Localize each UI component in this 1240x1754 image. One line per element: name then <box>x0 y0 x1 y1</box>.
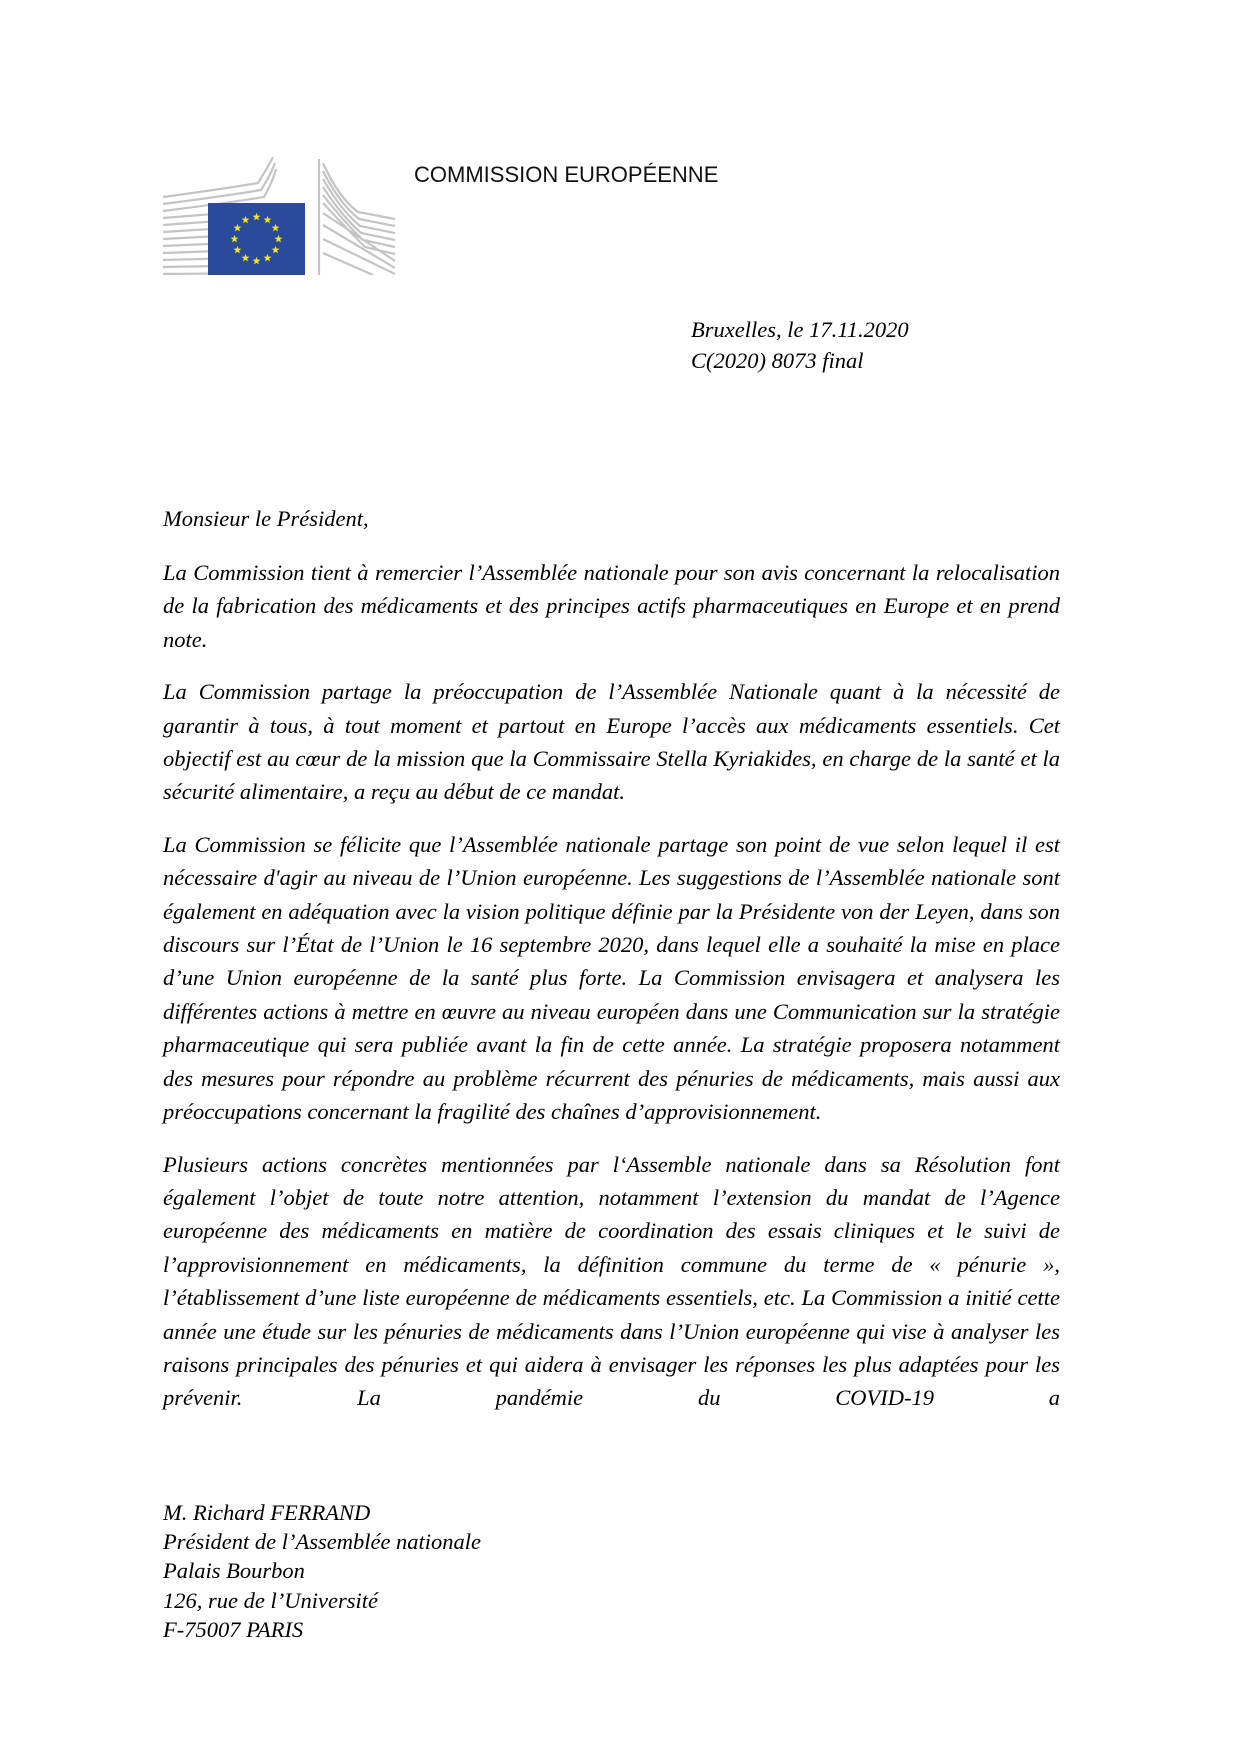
recipient-name: M. Richard FERRAND <box>163 1500 371 1525</box>
paragraph: La Commission tient à remercier l’Assemblée nationale pour son avis concernant la relocalisation de la fabrication des médicaments et des principes actifs pharmaceutiques en Europe et en prend note. <box>163 560 1060 652</box>
european-commission-logo <box>163 157 395 275</box>
document-reference: C(2020) 8073 final <box>691 348 864 373</box>
salutation: Monsieur le Président, <box>163 506 369 531</box>
paragraph: Plusieurs actions concrètes mentionnées par l‘Assemble nationale dans sa Résolution font également l’objet de toute notre attention, notamment l’extension du mandat de l’Agence européenne des médicaments en matière de coordination des essais cliniques et le suivi de l’approvisionnement en médicaments, la définition commune du terme de « pénurie », l’établissement d’une liste européenne de médicaments essentiels, etc. La Commission a initié cette année une étude sur les pénuries de médicaments dans l’Union européenne qui vise à analyser les raisons principales des pénuries et qui aidera à envisager les réponses les plus adaptées pour les prévenir. La pandémie du COVID-19 a <box>163 1151 1060 1411</box>
paragraph: La Commission se félicite que l’Assemblée nationale partage son point de vue selon lequel il est nécessaire d'agir au niveau de l’Union européenne. Les suggestions de l’Assemblée nationale sont également en adéquation avec la vision politique définie par la Présidente von der Leyen, dans son discours sur l’État de l’Union le 16 septembre 2020, dans lequel elle a souhaité la mise en place d’une Union européenne de la santé plus forte. La Commission envisagera et analysera les différentes actions à mettre en œuvre au niveau européen dans une Communication sur la stratégie pharmaceutique qui sera publiée avant la fin de cette année. La stratégie proposera notamment des mesures pour répondre au problème récurrent des pénuries de médicaments, mais aussi aux préoccupations concernant la fragilité des chaînes d’approvisionnement. <box>163 831 1060 1125</box>
building-right-wing-icon <box>319 159 395 275</box>
organization-name: COMMISSION EUROPÉENNE <box>414 162 719 187</box>
recipient-building: Palais Bourbon <box>163 1558 305 1584</box>
recipient-title: Président de l’Assemblée nationale <box>163 1529 482 1555</box>
recipient-city: F-75007 PARIS <box>163 1616 304 1642</box>
letter-body <box>163 556 1060 1434</box>
recipient-address <box>163 1498 481 1644</box>
recipient-street: 126, rue de l’Université <box>163 1587 378 1613</box>
paragraph: La Commission partage la préoccupation de l’Assemblée Nationale quant à la nécessité de garantir à tous, à tout moment et partout en Europe l’accès aux médicaments essentiels. Cet objectif est au cœur de la mission que la Commissaire Stella Kyriakides, en charge de la santé et la sécurité alimentaire, a reçu au début de ce mandat. <box>163 679 1060 805</box>
place-date: Bruxelles, le 17.11.2020 <box>691 317 909 342</box>
reference-block <box>691 314 909 376</box>
